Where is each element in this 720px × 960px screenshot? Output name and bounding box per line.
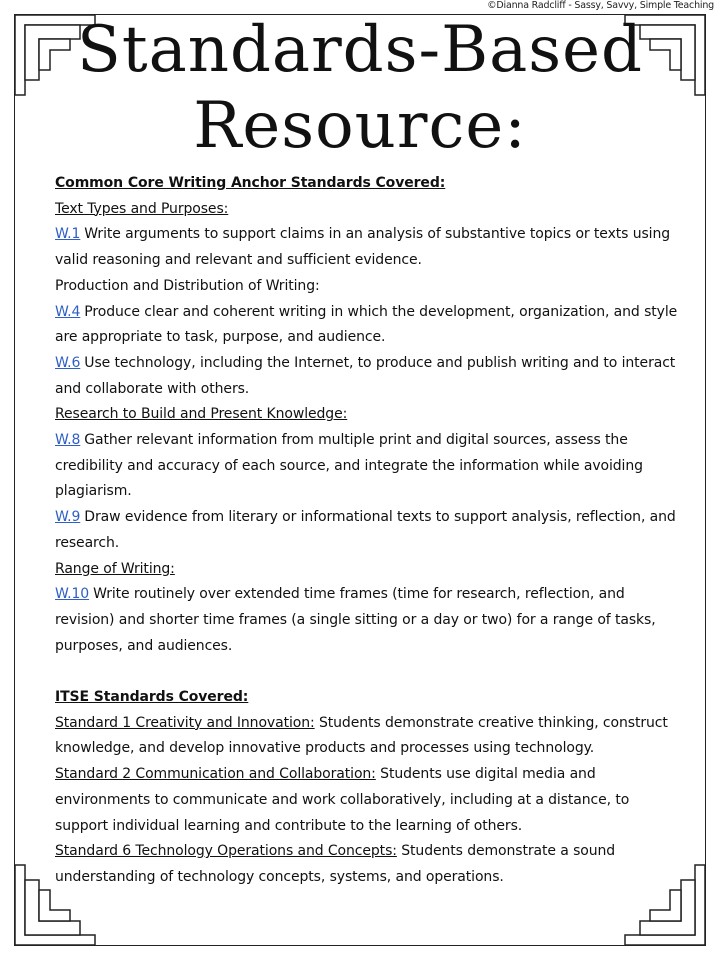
- title-line-1: Standards-Based: [77, 13, 643, 87]
- page-title: [60, 12, 660, 164]
- itse-text-standard-6: Students demonstrate a sound understanding of technology concepts, systems, and operations.: [55, 843, 616, 885]
- standard-link-w8[interactable]: W.8: [55, 432, 81, 449]
- itse-item-standard-6: [55, 839, 685, 890]
- itse-item-standard-1: [55, 711, 685, 762]
- itse-text-standard-2: Students use digital media and environments to communicate and work collaboratively, including at a distance, to support individual learning and contribute to the learning of others.: [55, 766, 630, 834]
- section-label-research: Research to Build and Present Knowledge:: [55, 406, 348, 423]
- itse-text-standard-1: Students demonstrate creative thinking, construct knowledge, and develop innovative products and processes using technology.: [55, 714, 668, 757]
- standard-link-w10[interactable]: W.10: [55, 586, 90, 603]
- standard-text-w9: Draw evidence from literary or informational texts to support analysis, reflection, and research.: [55, 509, 676, 551]
- section-label-production: Production and Distribution of Writing:: [55, 277, 320, 294]
- section-label-range: Range of Writing:: [55, 560, 175, 577]
- standard-item-w10: [55, 582, 685, 659]
- standard-item-w8: [55, 428, 685, 505]
- standard-text-w4: Produce clear and coherent writing in which the development, organization, and style are appropriate to task, purpose, and audience.: [55, 303, 678, 346]
- standard-item-w1: [55, 222, 685, 273]
- standard-text-w1: Write arguments to support claims in an analysis of substantive topics or texts using valid reasoning and relevant and sufficient evidence.: [55, 226, 671, 269]
- standard-item-w4: [55, 300, 685, 351]
- standard-link-w4[interactable]: W.4: [55, 303, 81, 320]
- copyright-notice: ©Dianna Radcliff - Sassy, Savvy, Simple Teaching: [487, 0, 714, 11]
- itse-name-standard-6: Standard 6 Technology Operations and Concepts:: [55, 843, 397, 860]
- standard-item-w6: [55, 351, 685, 402]
- itse-name-standard-1: Standard 1 Creativity and Innovation:: [55, 714, 315, 731]
- title-line-2: Resource:: [193, 89, 527, 163]
- common-core-heading: Common Core Writing Anchor Standards Covered:: [55, 175, 446, 191]
- standard-link-w1[interactable]: W.1: [55, 226, 81, 243]
- standards-content: [55, 171, 685, 891]
- itse-item-standard-2: [55, 762, 685, 839]
- standard-text-w8: Gather relevant information from multiple print and digital sources, assess the credibility and accuracy of each source, and integrate the information while avoiding plagiarism.: [55, 432, 643, 500]
- standard-link-w6[interactable]: W.6: [55, 354, 81, 371]
- itse-name-standard-2: Standard 2 Communication and Collaboration:: [55, 766, 376, 783]
- section-spacer: [55, 659, 685, 685]
- standard-item-w9: [55, 505, 685, 556]
- standard-text-w6: Use technology, including the Internet, to produce and publish writing and to interact and collaborate with others.: [55, 354, 676, 397]
- standard-link-w9[interactable]: W.9: [55, 509, 81, 526]
- section-label-text-types: Text Types and Purposes:: [55, 200, 229, 217]
- standard-text-w10: Write routinely over extended time frames (time for research, reflection, and revision) and shorter time frames (a single sitting or a day or two) for a range of tasks, purposes, and audiences.: [55, 586, 656, 654]
- itse-heading: ITSE Standards Covered:: [55, 689, 249, 706]
